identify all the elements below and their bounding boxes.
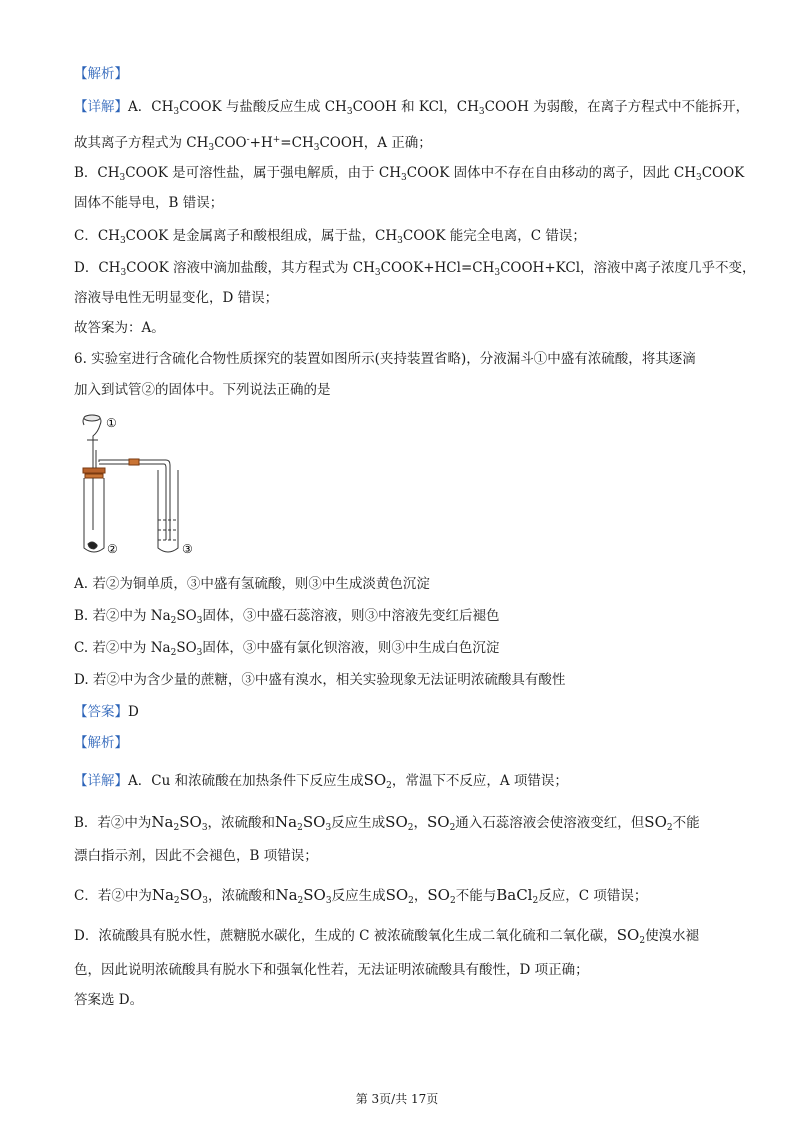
- lab-apparatus-figure: [74, 410, 214, 560]
- delivery-tube: [99, 460, 170, 540]
- option-b: B. 若②中为 $Na_2SO_3$固体，③中盛石蕊溶液，则③中溶液先变红后褪色: [74, 608, 500, 626]
- detail-b-line2: 固体不能导电，B 错误；: [74, 195, 224, 211]
- page-footer: 第 3页/共 17页: [355, 1092, 439, 1106]
- conclusion-2: 答案选 D。: [74, 992, 144, 1008]
- question6-stem-line2: 加入到试管②的固体中。下列说法正确的是: [74, 382, 331, 398]
- option-a: A. 若②为铜单质，③中盛有氢硫酸，则③中生成淡黄色沉淀: [74, 576, 430, 592]
- solid-in-tube-2: [88, 542, 97, 549]
- label-2: ②: [107, 542, 118, 556]
- answer-line: [74, 702, 139, 722]
- tube-connector: [129, 459, 139, 465]
- explanation-b-line1: B．若②中为$Na_2SO_3$，浓硫酸和$Na_2SO_3$反应生成$SO_2$，$SO_2$通入石蕊溶液会使溶液变红，但$SO_2$不能: [74, 813, 700, 833]
- rubber-stopper: [83, 468, 105, 473]
- detail-a-line1: 【详解】A．$CH_3COOK$ 与盐酸反应生成 $CH_3COOH$ 和 KCl，$CH_3COOH$ 为弱酸，在离子方程式中不能拆开，: [74, 99, 750, 117]
- detail-tag-1: 【详解】: [74, 99, 128, 115]
- answer-tag: 【答案】: [74, 704, 128, 720]
- option-c: C. 若②中为 $Na_2SO_3$固体，③中盛有氯化钡溶液，则③中生成白色沉淀: [74, 640, 500, 658]
- detail-d-line1: D．$CH_3COOK$ 溶液中滴加盐酸，其方程式为 $CH_3COOK+HCl=CH_3COOH+KCl$，溶液中离子浓度几乎不变，: [74, 260, 756, 278]
- analysis-tag-2: 【解析】: [74, 735, 128, 751]
- detail-tag-2: 【详解】: [74, 773, 128, 789]
- detail-c-line: C．$CH_3COOK$ 是金属离子和酸根组成，属于盐，$CH_3COOK$ 能完全电离，C 错误；: [74, 228, 586, 246]
- label-3: ③: [182, 542, 193, 556]
- explanation-d-line1: D．浓硫酸具有脱水性，蔗糖脱水碳化，生成的 C 被浓硫酸氧化生成二氧化硫和二氧化碳，$SO_2$使溴水褪: [74, 926, 700, 946]
- explanation-a: 【详解】A．Cu 和浓硫酸在加热条件下反应生成$SO_2$，常温下不反应，A 项错误；: [74, 771, 568, 791]
- explanation-b-line2: 漂白指示剂，因此不会褪色，B 项错误；: [74, 848, 318, 864]
- detail-d-line2: 溶液导电性无明显变化，D 错误；: [74, 290, 279, 306]
- answer-value: D: [128, 704, 139, 720]
- test-tube-2: [84, 478, 104, 552]
- label-1: ①: [106, 416, 117, 430]
- option-d: D. 若②中为含少量的蔗糖，③中盛有溴水，相关实验现象无法证明浓硫酸具有酸性: [74, 672, 566, 688]
- conclusion-1: 故答案为：A。: [74, 320, 165, 336]
- question6-stem-line1: 6. 实验室进行含硫化合物性质探究的装置如图所示(夹持装置省略)，分液漏斗①中盛有浓硫酸，将其逐滴: [74, 351, 696, 367]
- detail-a-line2: 故其离子方程式为 $CH_3COO^-+H^+=CH_3COOH$，A 正确；: [74, 135, 432, 153]
- detail-b-line1: B．$CH_3COOK$ 是可溶性盐，属于强电解质，由于 $CH_3COOK$ 固体中不存在自由移动的离子，因此 $CH_3COOK$: [74, 165, 745, 183]
- explanation-c: C．若②中为$Na_2SO_3$，浓硫酸和$Na_2SO_3$反应生成$SO_2$，$SO_2$不能与BaCl$_2$反应，C 项错误；: [74, 886, 648, 906]
- explanation-d-line2: 色，因此说明浓硫酸具有脱水下和强氧化性若，无法证明浓硫酸具有酸性，D 项正确；: [74, 962, 589, 978]
- analysis-tag-1: 【解析】: [74, 66, 128, 82]
